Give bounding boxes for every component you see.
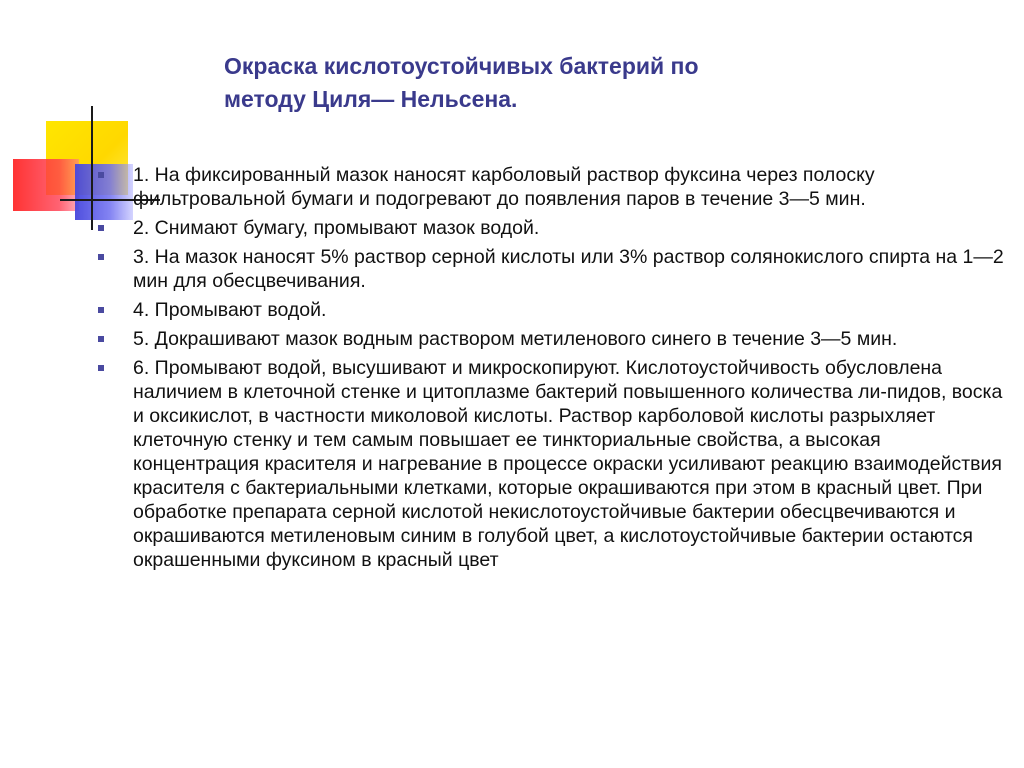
square-bullet-icon — [98, 336, 104, 342]
item-text: 5. Докрашивают мазок водным раствором метиленового синего в течение 3—5 мин. — [133, 328, 898, 350]
item-text: 3. На мазок наносят 5% раствор серной кислоты или 3% раствор солянокислого спирта на 1—2 мин для обесцвечивания. — [133, 246, 1004, 292]
title-line-2: методу Циля— Нельсена. — [224, 86, 518, 112]
square-bullet-icon — [98, 225, 104, 231]
list-item — [95, 245, 1005, 293]
list-item — [95, 216, 1005, 240]
item-text: 4. Промывают водой. — [133, 299, 327, 321]
item-text: 2. Снимают бумагу, промывают мазок водой. — [133, 217, 540, 239]
square-bullet-icon — [98, 254, 104, 260]
square-bullet-icon — [98, 307, 104, 313]
list-item — [95, 163, 1005, 211]
list-item — [95, 298, 1005, 322]
square-bullet-icon — [98, 172, 104, 178]
slide-title — [224, 50, 944, 116]
steps-list — [95, 163, 1005, 577]
red-square — [13, 159, 79, 211]
title-line-1: Окраска кислотоустойчивых бактерий по — [224, 53, 699, 79]
list-item — [95, 356, 1005, 572]
item-text: 6. Промывают водой, высушивают и микроскопируют. Кислотоустойчивость обусловлена наличием в клеточной стенке и цитоплазме бактерий повышенного количества ли-пидов, воска и оксикислот, в частности миколовой кислоты. Раствор карболовой кислоты разрыхляет клеточную стенку и тем самым повышает ее тинкториальные свойства, а высокая концентрация красителя и нагревание в процессе окраски усиливают реакцию взаимодействия красителя с бактериальными клетками, которые окрашиваются при этом в красный цвет. При обработке препарата серной кислотой некислотоустойчивые бактерии обесцвечиваются и окрашиваются метиленовым синим в голубой цвет, а кислотоустойчивые бактерии остаются окрашенными фуксином в красный цвет — [133, 357, 1003, 571]
list-item — [95, 327, 1005, 351]
square-bullet-icon — [98, 365, 104, 371]
vertical-line — [91, 106, 93, 230]
item-text: 1. На фиксированный мазок наносят карболовый раствор фуксина через полоску фильтровальной бумаги и подогревают до появления паров в течение 3—5 мин. — [133, 164, 875, 210]
